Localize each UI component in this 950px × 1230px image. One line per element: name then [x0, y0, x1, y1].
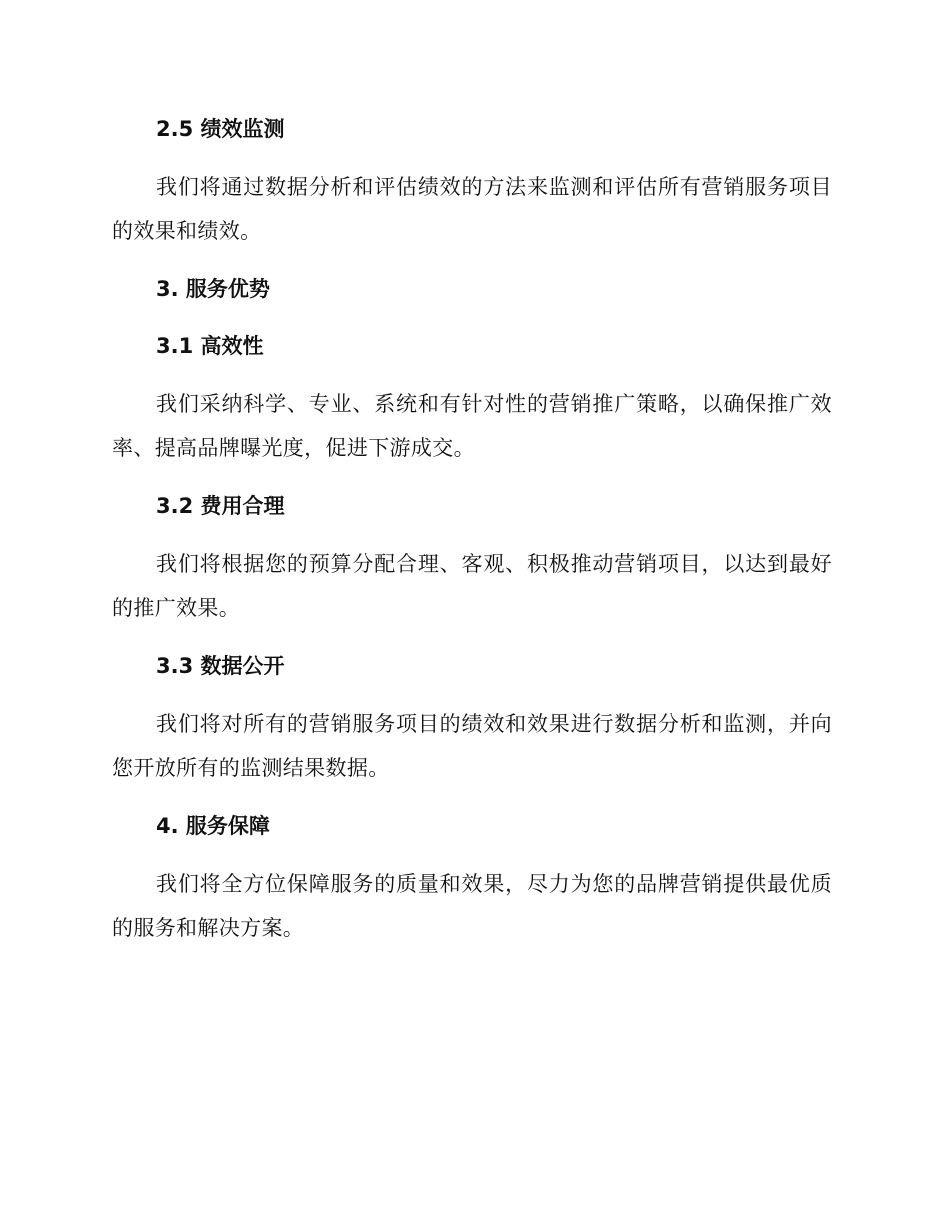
paragraph-efficiency: 我们采纳科学、专业、系统和有针对性的营销推广策略，以确保推广效率、提高品牌曝光度，促进下游成交。: [112, 392, 832, 460]
section-heading-4: 4. 服务保障: [156, 814, 270, 838]
paragraph-reasonable-cost: 我们将根据您的预算分配合理、客观、积极推动营销项目，以达到最好的推广效果。: [112, 552, 832, 620]
section-heading-2-5: 2.5 绩效监测: [156, 117, 285, 141]
section-heading-3-3: 3.3 数据公开: [156, 654, 285, 678]
document-body: [112, 108, 832, 950]
paragraph-data-transparency: 我们将对所有的营销服务项目的绩效和效果进行数据分析和监测，并向您开放所有的监测结果数据。: [112, 712, 832, 780]
paragraph-performance-monitoring: 我们将通过数据分析和评估绩效的方法来监测和评估所有营销服务项目的效果和绩效。: [112, 175, 832, 243]
paragraph-service-guarantee: 我们将全方位保障服务的质量和效果，尽力为您的品牌营销提供最优质的服务和解决方案。: [112, 872, 832, 940]
section-heading-3: 3. 服务优势: [156, 277, 270, 301]
section-heading-3-1: 3.1 高效性: [156, 334, 264, 358]
section-heading-3-2: 3.2 费用合理: [156, 494, 285, 518]
